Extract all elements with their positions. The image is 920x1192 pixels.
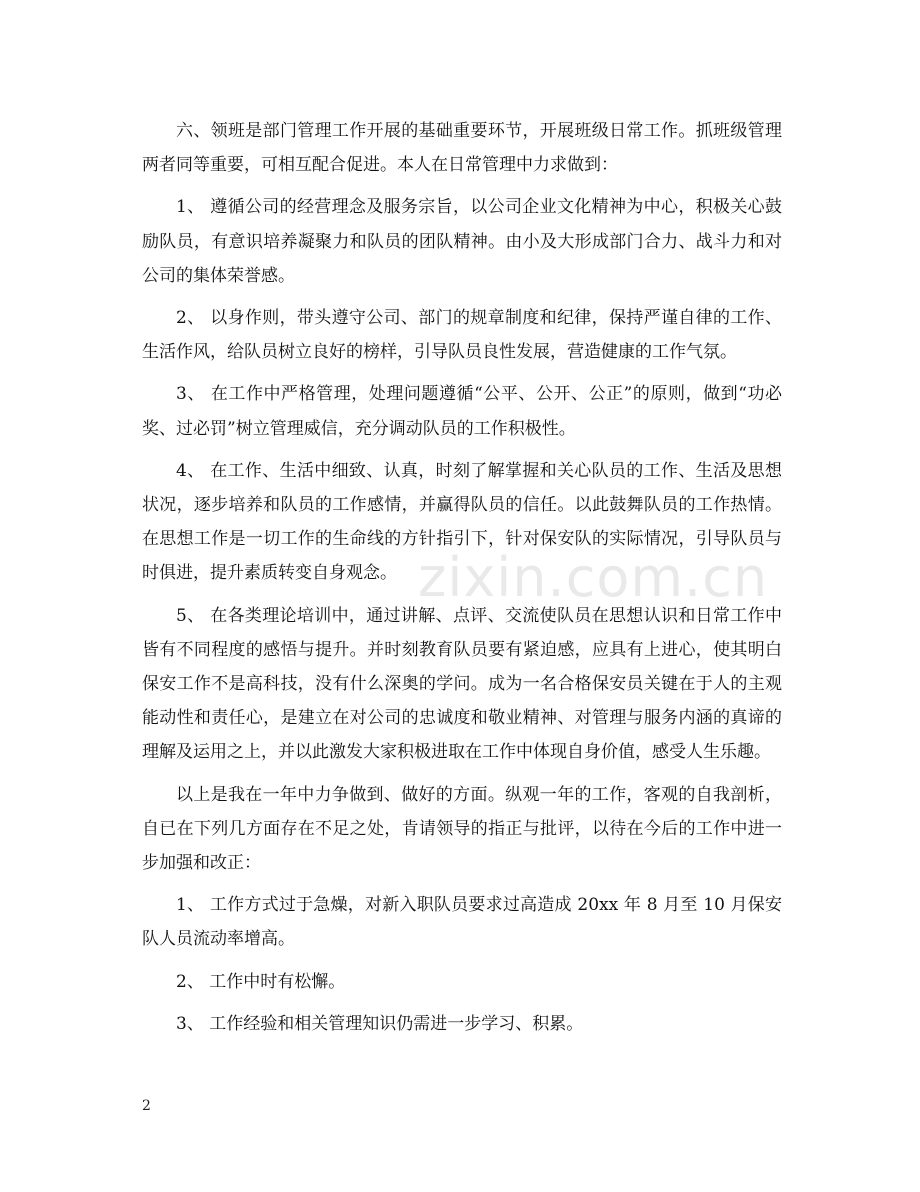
paragraph-9: 2、 工作中时有松懈。 [176,971,346,992]
paragraph-8: 1、 工作方式过于急燥，对新入职队员要求过高造成 20xx 年 8 月至 10 月保安队人员流动率增高。 [142,895,782,950]
paragraph-6: 5、 在各类理论培训中，通过讲解、点评、交流使队员在思想认识和日常工作中皆有不同程度的感悟与提升。并时刻教育队员要有紧迫感，应具有上进心，使其明白保安工作不是高科技，没有什么深奥的学问。成为一名合格保安员关键在于人的主观能动性和责任心，是建立在对公司的忠诚度和敬业精神、对管理与服务内涵的真谛的理解及运用之上，并以此激发大家积极进取在工作中体现自身价值，感受人生乐趣。 [142,605,782,763]
paragraph-2: 1、 遵循公司的经营理念及服务宗旨，以公司企业文化精神为中心，积极关心鼓励队员，有意识培养凝聚力和队员的团队精神。由小及大形成部门合力、战斗力和对公司的集体荣誉感。 [142,197,782,286]
watermark: zixin.com.cn [418,546,769,609]
document-body [142,114,782,1049]
paragraph-4: 3、 在工作中严格管理，处理问题遵循“公平、公开、公正”的原则，做到“功必奖、过必罚”树立管理威信，充分调动队员的工作积极性。 [142,384,782,439]
paragraph-5: 4、 在工作、生活中细致、认真，时刻了解掌握和关心队员的工作、生活及思想状况，逐步培养和队员的工作感情，并赢得队员的信任。以此鼓舞队员的工作热情。在思想工作是一切工作的生命线的方针指引下，针对保安队的实际情况，引导队员与时俱进，提升素质转变自身观念。 [142,460,782,584]
paragraph-10: 3、 工作经验和相关管理知识仍需进一步学习、积累。 [176,1013,584,1034]
paragraph-3: 2、 以身作则，带头遵守公司、部门的规章制度和纪律，保持严谨自律的工作、生活作风，给队员树立良好的榜样，引导队员良性发展，营造健康的工作气氛。 [142,308,782,363]
paragraph-7: 以上是我在一年中力争做到、做好的方面。纵观一年的工作，客观的自我剖析，自已在下列几方面存在不足之处，肯请领导的指正与批评，以待在今后的工作中进一步加强和改正： [142,784,782,874]
page-number: 2 [142,1098,151,1114]
paragraph-1: 六、领班是部门管理工作开展的基础重要环节，开展班级日常工作。抓班级管理两者同等重要，可相互配合促进。本人在日常管理中力求做到： [142,121,782,176]
